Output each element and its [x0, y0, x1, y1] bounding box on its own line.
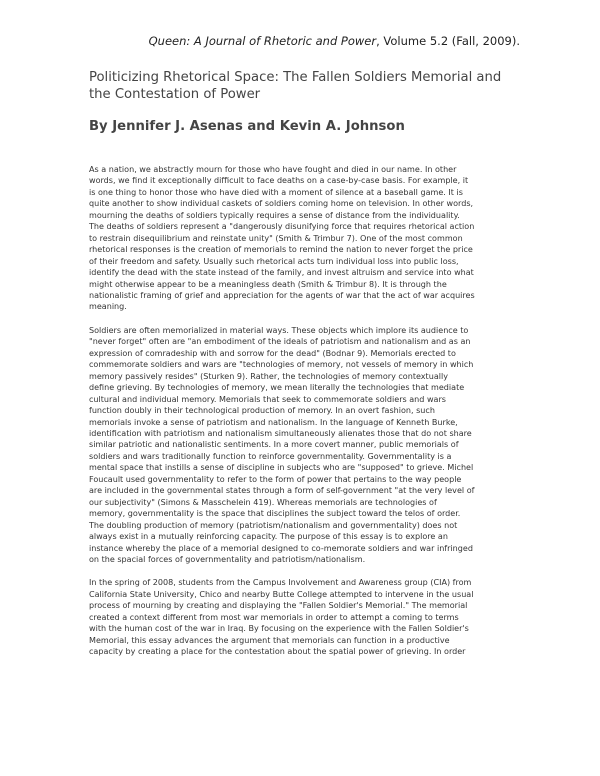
paragraph-line: of their freedom and safety. Usually such rhetorical acts turn individual loss into public loss, — [89, 256, 459, 266]
paragraph-line: California State University, Chico and nearby Butte College attempted to intervene in the usual — [89, 589, 474, 599]
paragraph-line: always exist in a mutually reinforcing capacity. The purpose of this essay is to explore an — [89, 532, 448, 542]
paragraph-line: identification with patriotism and nationalism simultaneously alienates those that do not share — [89, 428, 472, 438]
paragraph-line: to restrain disequilibrium and reinstate unity" (Smith & Trimbur 7). One of the most common — [89, 233, 463, 243]
journal-name: Queen: A Journal of Rhetoric and Power — [148, 34, 377, 48]
article-title — [89, 70, 529, 103]
journal-issue: , Volume 5.2 (Fall, 2009). — [376, 34, 520, 48]
article-title-line-1: Politicizing Rhetorical Space: The Fallen Soldiers Memorial and — [89, 70, 502, 85]
body-paragraph — [89, 325, 515, 566]
paragraph-line: identify the dead with the state instead of the family, and invest altruism and service into what — [89, 268, 474, 278]
paragraph-line: with the human cost of the war in Iraq. By focusing on the experience with the Fallen Soldier's — [89, 624, 469, 634]
paragraph-line: "never forget" often are "an embodiment of the ideals of patriotism and nationalism and as an — [89, 337, 471, 347]
paragraph-line: mourning the deaths of soldiers typically requires a sense of distance from the individuality. — [89, 210, 460, 220]
paragraph-line: created a context different from most war memorials in order to attempt a coming to terms — [89, 612, 459, 622]
journal-citation — [80, 34, 520, 48]
paragraph-line: instance whereby the place of a memorial designed to co-memorate soldiers and war infringed — [89, 543, 473, 553]
paragraph-line: In the spring of 2008, students from the Campus Involvement and Awareness group (CIA) from — [89, 578, 472, 588]
paragraph-line: on the spacial forces of governmentality and patriotism/nationalism. — [89, 554, 366, 564]
paragraph-line: expression of comradeship with and sorrow for the dead" (Bodnar 9). Memorials erected to — [89, 348, 456, 358]
paragraph-line: mental space that instills a sense of discipline in subjects who are "supposed" to grieve. Michel — [89, 463, 474, 473]
body-paragraph — [89, 577, 515, 657]
paragraph-line: similar patriotic and nationalistic sentiments. In a more covert manner, public memorials of — [89, 440, 459, 450]
paragraph-line: function doubly in their technological production of memory. In an overt fashion, such — [89, 406, 435, 416]
paragraph-line: define grieving. By technologies of memory, we mean literally the technologies that mediate — [89, 383, 465, 393]
paragraph-line: Foucault used governmentality to refer to the form of power that pertains to the way people — [89, 474, 462, 484]
paragraph-line: meaning. — [89, 302, 127, 312]
body-paragraph — [89, 164, 515, 313]
article-authors: By Jennifer J. Asenas and Kevin A. Johnson — [89, 119, 405, 134]
paragraph-line: process of mourning by creating and displaying the "Fallen Soldier's Memorial." The memorial — [89, 601, 468, 611]
paragraph-line: soldiers and wars traditionally function to reinforce governmentality. Governmentality is a — [89, 451, 452, 461]
paragraph-line: cultural and individual memory. Memorials that seek to commemorate soldiers and wars — [89, 394, 446, 404]
article-body — [89, 164, 515, 670]
paragraph-line: commemorate soldiers and wars are "technologies of memory, not vessels of memory in which — [89, 360, 474, 370]
paragraph-line: memory, governmentality is the space that disciplines the subject toward the telos of order. — [89, 509, 461, 519]
paragraph-line: nationalistic framing of grief and appreciation for the agents of war that the act of war acquires — [89, 290, 475, 300]
paragraph-line: Soldiers are often memorialized in material ways. These objects which implore its audience to — [89, 325, 469, 335]
paragraph-line: are included in the governmental states through a form of self-government "at the very level of — [89, 486, 475, 496]
paragraph-line: memory passively resides" (Sturken 9). Rather, the technologies of memory contextually — [89, 371, 448, 381]
paragraph-line: might otherwise appear to be a meaningless death (Smith & Trimbur 8). It is through the — [89, 279, 447, 289]
paragraph-line: capacity by creating a place for the contestation about the spatial power of grieving. In order — [89, 647, 466, 657]
paragraph-line: As a nation, we abstractly mourn for those who have fought and died in our name. In other — [89, 165, 457, 174]
paragraph-line: our subjectivity" (Simons & Masschelein 419). Whereas memorials are technologies of — [89, 497, 437, 507]
paragraph-line: memorials invoke a sense of patriotism and nationalism. In the language of Kenneth Burke, — [89, 417, 458, 427]
paragraph-line: rhetorical responses is the creation of memorials to remind the nation to never forget the price — [89, 245, 473, 255]
paragraph-line: is one thing to honor those who have died with a moment of silence at a baseball game. It is — [89, 187, 463, 197]
paragraph-line: The doubling production of memory (patriotism/nationalism and governmentality) does not — [89, 520, 458, 530]
paragraph-line: The deaths of soldiers represent a "dangerously disunifying force that requires rhetorical action — [89, 222, 475, 232]
paragraph-line: quite another to show individual caskets of soldiers coming home on television. In other words, — [89, 199, 474, 209]
paragraph-line: Memorial, this essay advances the argument that memorials can function in a productive — [89, 635, 450, 645]
article-title-line-2: the Contestation of Power — [89, 86, 261, 102]
paragraph-line: words, we find it exceptionally difficult to face deaths on a case-by-case basis. For example, it — [89, 176, 469, 186]
